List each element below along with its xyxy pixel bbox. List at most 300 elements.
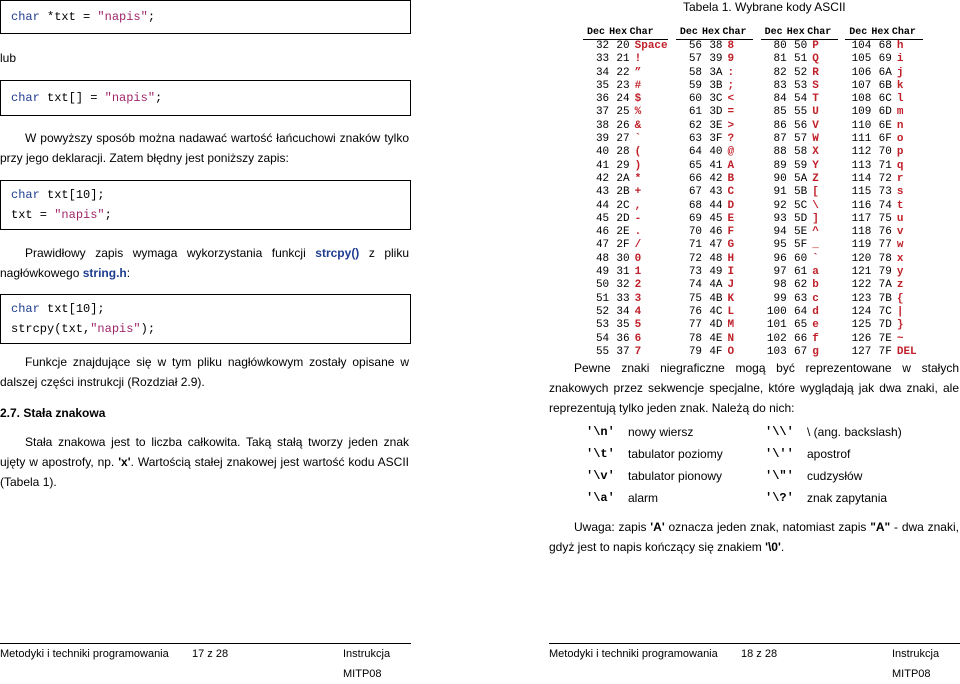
ascii-char: o [896,133,904,146]
ascii-dec: 90 [773,172,787,185]
ascii-dec: 73 [688,266,703,279]
ascii-char: J [727,279,735,292]
ascii-column-gap [838,239,845,252]
ascii-char: . [634,226,642,239]
ascii-hex: 64 [793,305,808,318]
ascii-row [583,186,923,199]
ascii-column-gap [838,213,845,226]
ascii-dec: 68 [688,199,703,212]
ascii-hex: 61 [793,266,808,279]
ascii-dec: 80 [773,40,787,52]
ascii-char: B [727,172,735,185]
ascii-dec: 117 [851,212,872,225]
ascii-hex: 2B [616,186,630,199]
ascii-char: M [727,319,735,332]
ascii-hex: 31 [616,266,630,279]
ascii-column-gap [668,53,675,66]
ascii-hex: 54 [793,93,808,106]
ascii-char: p [896,146,904,159]
ascii-hex: 65 [793,319,808,332]
ascii-hex: 2D [616,212,630,225]
code-block-array [0,80,411,116]
ascii-column-gap [668,333,675,346]
ascii-char: S [812,79,819,92]
ascii-hex: 2C [616,199,630,212]
ascii-hex: 6E [878,119,892,132]
ascii-char: Z [812,172,819,185]
ascii-dec: 70 [688,226,703,239]
ascii-hex: 6B [878,79,892,92]
ascii-char: ) [634,159,642,172]
ascii-column-gap [838,293,845,306]
ascii-row [583,279,923,292]
ascii-hex: 53 [793,79,808,92]
ascii-column-gap [838,133,845,146]
ascii-dec: 61 [688,106,703,119]
ascii-dec: 71 [688,239,703,252]
ascii-char: < [727,93,735,106]
ascii-dec: 55 [595,345,610,358]
ascii-dec: 94 [773,226,787,239]
ascii-row [583,173,923,186]
ascii-char: k [896,79,904,92]
ascii-dec: 32 [595,40,610,52]
escape-description: cudzysłów [807,469,863,483]
ascii-char: u [896,212,904,225]
ascii-char: v [896,226,904,239]
ascii-char: ` [812,252,819,265]
ascii-dec: 114 [851,172,872,185]
ascii-char: w [896,239,904,252]
ascii-char: { [896,292,904,305]
ascii-char: _ [812,239,819,252]
ascii-row [583,200,923,213]
ascii-char: D [727,199,735,212]
ascii-row [583,67,923,80]
ascii-dec: 86 [773,119,787,132]
ascii-dec: 126 [851,332,872,345]
ascii-dec: 51 [595,292,610,305]
footer-page-number: 18 z 28 [741,648,778,660]
escape-description: apostrof [807,447,851,461]
ascii-hex: 24 [616,93,630,106]
ascii-char: R [812,66,819,79]
ascii-hex: 28 [616,146,630,159]
ascii-hex: 2E [616,226,630,239]
ascii-char: ! [634,53,642,66]
ascii-char: 3 [634,292,642,305]
ascii-hex: 7E [878,332,892,345]
ascii-char: 6 [634,332,642,345]
paragraph-char-constant [0,432,409,492]
ascii-char: Space [634,40,668,52]
ascii-hex: 57 [793,133,808,146]
ascii-char: q [896,159,904,172]
paragraph-text: Prawidłowy zapis wymaga wykorzystania funkcji [25,246,306,260]
ascii-char: y [896,266,904,279]
ascii-dec: 96 [773,252,787,265]
ascii-hex: 7D [878,319,892,332]
ascii-hex: 51 [793,53,808,66]
ascii-dec: 125 [851,319,872,332]
ascii-column-gap [753,279,760,292]
ascii-hex: 7F [878,345,892,358]
ascii-column-gap [838,319,845,332]
ascii-hex: 25 [616,106,630,119]
ascii-row [583,333,923,346]
ascii-column-gap [668,186,675,199]
ascii-column-gap [838,146,845,159]
section-heading: 2.7. Stała znakowa [0,406,106,420]
page-footer [549,643,960,680]
ascii-char: / [634,239,642,252]
ascii-column-gap [753,93,760,106]
ascii-char: Y [812,159,819,172]
ascii-column-gap [668,213,675,226]
ascii-row [583,160,923,173]
ascii-char: 4 [634,305,642,318]
ascii-header-cell: Dec [845,26,871,40]
ascii-column-gap [668,279,675,292]
ascii-hex: 42 [709,172,723,185]
paragraph-text: Stała znakowa jest to liczba całkowita. Taką stałą tworzy jeden znak ujęty w apostrofy, np. [0,435,409,469]
ascii-hex: 3B [709,79,723,92]
ascii-dec: 33 [595,53,610,66]
ascii-column-gap [668,293,675,306]
ascii-dec: 109 [851,106,872,119]
note-text: oznacza jeden znak, natomiast zapis [668,520,867,534]
ascii-hex: 39 [709,53,723,66]
ascii-dec: 95 [773,239,787,252]
ascii-dec: 103 [766,345,787,358]
ascii-dec: 98 [773,279,787,292]
escape-code: '\t' [586,447,615,461]
ascii-dec: 54 [595,332,610,345]
ascii-dec: 48 [595,252,610,265]
ascii-hex: 50 [793,40,808,52]
ascii-hex: 55 [793,106,808,119]
ascii-dec: 64 [688,146,703,159]
ascii-hex: 5D [793,212,808,225]
code-line: strcpy(txt,"napis"); [11,322,156,336]
note-paragraph [549,517,959,557]
ascii-char: 1 [634,266,642,279]
ascii-column-gap [753,146,760,159]
ascii-column-gap [838,93,845,106]
ascii-column-gap [753,80,760,93]
ascii-column-gap [668,319,675,332]
ascii-char: } [896,319,904,332]
ascii-hex: 5B [793,186,808,199]
ascii-row [583,53,923,66]
ascii-column-gap [753,186,760,199]
ascii-hex: 67 [793,345,808,358]
ascii-hex: 22 [616,66,630,79]
ascii-dec: 93 [773,212,787,225]
ascii-column-gap [838,26,845,40]
code-line: char *txt = "napis"; [11,10,156,24]
ascii-hex: 4E [709,332,723,345]
ascii-char: l [896,93,904,106]
footer-doc-id: Instrukcja MITP08 [892,648,940,680]
ascii-char: z [896,279,904,292]
ascii-dec: 47 [595,239,610,252]
ascii-char: > [727,119,735,132]
ascii-dec: 59 [688,79,703,92]
ascii-dec: 66 [688,172,703,185]
ascii-dec: 53 [595,319,610,332]
ascii-dec: 81 [773,53,787,66]
ascii-column-gap [668,40,675,54]
ascii-dec: 67 [688,186,703,199]
ascii-hex: 3C [709,93,723,106]
ascii-header-cell: Hex [609,26,629,40]
ascii-row [583,293,923,306]
ascii-dec: 77 [688,319,703,332]
ascii-column-gap [668,93,675,106]
ascii-hex: 7A [878,279,892,292]
ascii-char: m [896,106,904,119]
ascii-dec: 121 [851,266,872,279]
ascii-dec: 39 [595,133,610,146]
ascii-column-gap [753,226,760,239]
ascii-char: ^ [812,226,819,239]
ascii-hex: 78 [878,252,892,265]
ascii-char: 7 [634,345,642,358]
ascii-char: H [727,252,735,265]
code-block-invalid [0,180,411,230]
ascii-dec: 124 [851,305,872,318]
ascii-hex: 35 [616,319,630,332]
ascii-dec: 75 [688,292,703,305]
ascii-column-gap [838,306,845,319]
ascii-char: ” [634,66,642,79]
ascii-header-cell: Hex [787,26,807,40]
ascii-dec: 79 [688,345,703,358]
ascii-row [583,133,923,146]
ascii-hex: 7B [878,292,892,305]
ascii-char: n [896,119,904,132]
ascii-char: c [812,292,819,305]
escape-code: '\\' [765,425,794,439]
ascii-hex: 76 [878,226,892,239]
ascii-dec: 85 [773,106,787,119]
paragraph-text: . Wartością stałej znakowej jest wartość kodu ASCII (Tabela 1). [0,455,409,489]
ascii-hex: 43 [709,186,723,199]
note-text: Uwaga: zapis [574,520,647,534]
ascii-char: ~ [896,332,904,345]
ascii-dec: 84 [773,93,787,106]
ascii-header-cell: Char [630,26,669,40]
ascii-char: # [634,79,642,92]
ascii-row [583,239,923,252]
footer-doc-id: Instrukcja MITP08 [343,648,391,680]
paragraph-strcpy [0,243,409,283]
ascii-char: t [896,199,904,212]
ascii-hex: 58 [793,146,808,159]
ascii-dec: 107 [851,79,872,92]
ascii-column-gap [753,173,760,186]
ascii-dec: 111 [851,133,872,146]
ascii-header-cell: Hex [702,26,722,40]
ascii-row [583,306,923,319]
ascii-hex: 37 [616,345,630,358]
ascii-dec: 108 [851,93,872,106]
ascii-column-gap [753,160,760,173]
ascii-hex: 4F [709,345,723,358]
ascii-dec: 101 [766,319,787,332]
ascii-hex: 56 [793,119,808,132]
paragraph-text: z pliku nagłówkowego [0,246,410,280]
or-label: lub [0,51,17,65]
ascii-char: g [812,345,819,358]
ascii-column-gap [838,173,845,186]
ascii-column-gap [753,26,760,40]
ascii-hex: 4A [709,279,723,292]
ascii-dec: 50 [595,279,610,292]
ascii-char: ( [634,146,642,159]
ascii-char: : [727,66,735,79]
ascii-dec: 122 [851,279,872,292]
ascii-char: e [812,319,819,332]
ascii-hex: 20 [616,40,630,52]
escape-code: '\a' [586,491,615,505]
ascii-hex: 41 [709,159,723,172]
ascii-row [583,213,923,226]
ascii-hex: 5C [793,199,808,212]
ascii-header-cell: Char [807,26,838,40]
escape-description: \ (ang. backslash) [807,425,902,439]
ascii-row [583,106,923,119]
escape-code: '\?' [765,491,794,505]
ascii-char: F [727,226,735,239]
footer-page-number: 17 z 28 [192,648,229,660]
ascii-column-gap [668,67,675,80]
ascii-char: 5 [634,319,642,332]
ascii-column-gap [838,279,845,292]
ascii-column-gap [668,253,675,266]
ascii-column-gap [668,173,675,186]
note-null-char: '\0' [765,540,781,554]
ascii-dec: 97 [773,266,787,279]
ascii-char: b [812,279,819,292]
ascii-column-gap [838,333,845,346]
ascii-dec: 92 [773,199,787,212]
ascii-hex: 29 [616,159,630,172]
code-line: txt = "napis"; [11,208,112,222]
paragraph-declaration: W powyższy sposób można nadawać wartość łańcuchowi znaków tylko przy jego deklaracji. Zatem błędny jest poniższy zapis: [0,131,409,165]
ascii-column-gap [668,266,675,279]
ascii-hex: 30 [616,252,630,265]
ascii-dec: 56 [688,40,703,52]
ascii-column-gap [668,160,675,173]
ascii-dec: 41 [595,159,610,172]
header-name: string.h [82,266,127,280]
ascii-dec: 42 [595,172,610,185]
ascii-column-gap [753,266,760,279]
ascii-hex: 46 [709,226,723,239]
ascii-dec: 49 [595,266,610,279]
ascii-hex: 70 [878,146,892,159]
ascii-char: 8 [727,40,735,52]
escape-code: '\"' [765,469,794,483]
ascii-header-row [583,26,923,40]
ascii-char: - [634,212,642,225]
code-block-pointer [0,0,411,34]
ascii-char: K [727,292,735,305]
ascii-dec: 46 [595,226,610,239]
ascii-dec: 89 [773,159,787,172]
footer-title: Metodyki i techniki programowania [549,648,718,660]
ascii-hex: 40 [709,146,723,159]
note-char: 'A' [650,520,665,534]
ascii-char: A [727,159,735,172]
ascii-hex: 38 [709,40,723,52]
left-page [0,0,480,680]
ascii-dec: 99 [773,292,787,305]
ascii-dec: 63 [688,133,703,146]
ascii-dec: 62 [688,119,703,132]
code-block-strcpy [0,294,411,344]
ascii-char: ` [634,133,642,146]
ascii-dec: 83 [773,79,787,92]
ascii-row [583,266,923,279]
ascii-dec: 113 [851,159,872,172]
ascii-dec: 45 [595,212,610,225]
ascii-char: N [727,332,735,345]
ascii-char: T [812,93,819,106]
ascii-column-gap [668,200,675,213]
escape-description: nowy wiersz [628,425,694,439]
ascii-hex: 45 [709,212,723,225]
ascii-header-cell: Hex [871,26,891,40]
ascii-char: W [812,133,819,146]
ascii-row [583,93,923,106]
ascii-dec: 60 [688,93,703,106]
ascii-dec: 72 [688,252,703,265]
escape-code: '\n' [586,425,615,439]
ascii-hex: 36 [616,332,630,345]
ascii-hex: 63 [793,292,808,305]
ascii-dec: 127 [851,345,872,358]
escape-description: znak zapytania [807,491,888,505]
ascii-hex: 60 [793,252,808,265]
ascii-char: = [727,106,735,119]
escape-code: '\'' [765,447,794,461]
paragraph-text: : [126,266,131,280]
ascii-dec: 58 [688,66,703,79]
ascii-column-gap [753,106,760,119]
ascii-dec: 76 [688,305,703,318]
ascii-column-gap [838,67,845,80]
ascii-char: x [896,252,904,265]
ascii-hex: 33 [616,292,630,305]
ascii-column-gap [753,213,760,226]
ascii-column-gap [753,53,760,66]
ascii-char: X [812,146,819,159]
code-line: char txt[] = "napis"; [11,91,163,105]
ascii-char: $ [634,93,642,106]
ascii-char: 9 [727,53,735,66]
ascii-hex: 5F [793,239,808,252]
ascii-dec: 87 [773,133,787,146]
ascii-column-gap [753,306,760,319]
page-footer [0,643,411,680]
ascii-hex: 75 [878,212,892,225]
ascii-char: @ [727,146,735,159]
ascii-dec: 40 [595,146,610,159]
ascii-hex: 6A [878,66,892,79]
